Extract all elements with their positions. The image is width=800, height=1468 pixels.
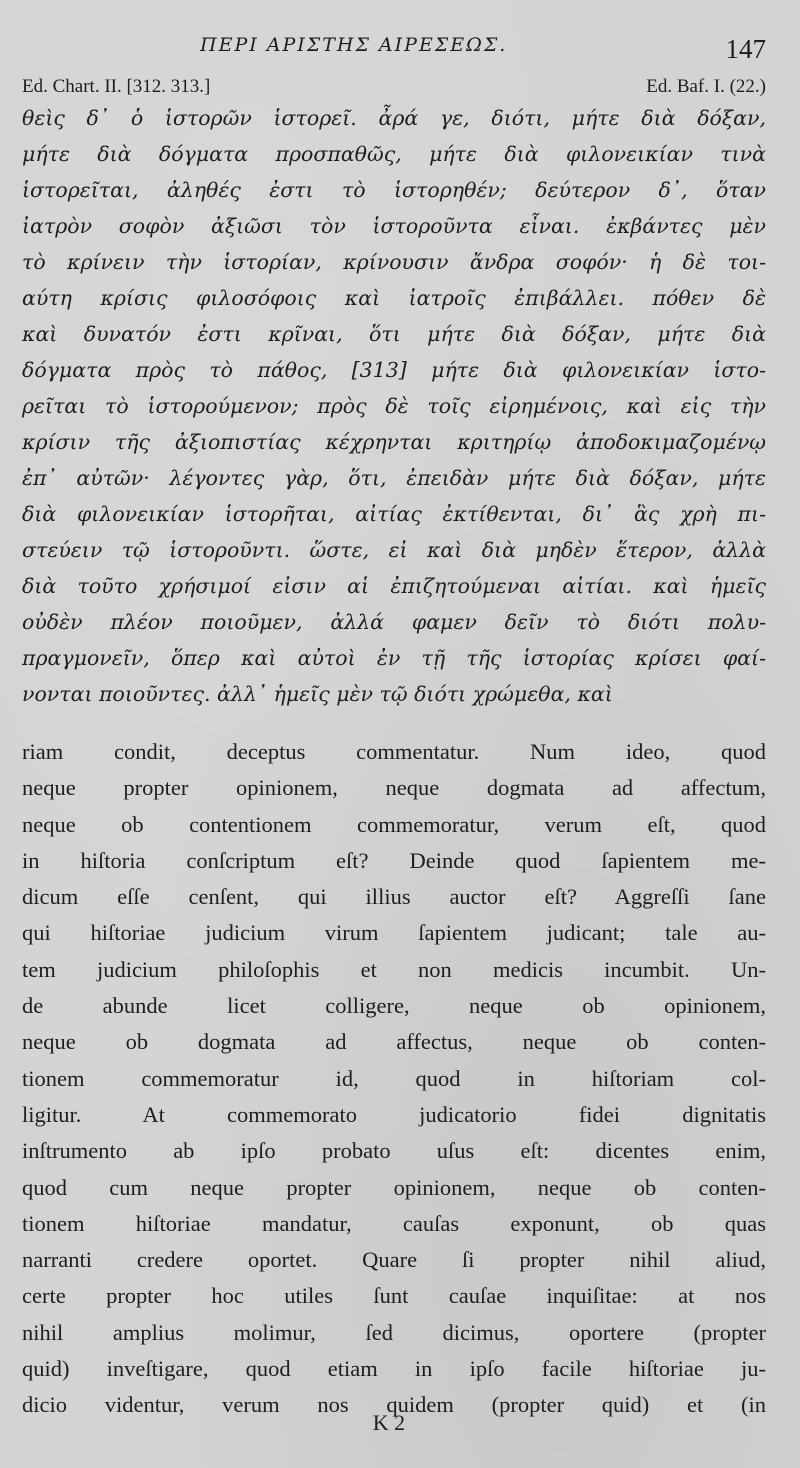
latin-text-line: neque ob contentionem commemoratur, verum eſt, quod (22, 811, 766, 837)
signature-mark (0, 1408, 800, 1438)
edition-basel-reference: Ed. Baf. I. (22.) (646, 76, 766, 97)
latin-text-line: neque ob dogmata ad affectus, neque ob conten- (22, 1029, 766, 1055)
greek-text-line: οὐδὲν πλέον ποιοῦμεν, ἀλλά φαμεν δεῖν τὸ διότι πολυ- (22, 610, 766, 634)
latin-text-line: certe propter hoc utiles ſunt cauſae inquiſitae: at nos (22, 1283, 766, 1309)
greek-text-line: διὰ φιλονεικίαν ἱστορῆται, αἰτίας ἐκτίθενται, δι᾽ ἃς χρὴ πι- (22, 502, 766, 526)
latin-text-block (22, 734, 766, 1424)
greek-text-line: μήτε διὰ δόγματα προσπαθῶς, μήτε διὰ φιλονεικίαν τινὰ (22, 142, 766, 166)
greek-text-line: δόγματα πρὸς τὸ πάθος, [313] μήτε διὰ φιλονεικίαν ἱστο- (22, 358, 766, 382)
edition-reference-line (22, 74, 766, 100)
greek-text-line: κρίσιν τῆς ἀξιοπιστίας κέχρηνται κριτηρίῳ ἀποδοκιμαζομένῳ (22, 430, 766, 454)
greek-text-line: ἱστορεῖται, ἀληθές ἐστι τὸ ἱστορηθέν; δεύτερον δ᾽, ὅταν (22, 178, 766, 202)
signature-label: K 2 (372, 1410, 406, 1435)
latin-text-line: quid) inveſtigare, quod etiam in ipſo facile hiſtoriae ju- (22, 1356, 766, 1382)
edition-chart-reference: Ed. Chart. II. [312. 313.] (22, 76, 211, 97)
latin-text-line: narranti credere oportet. Quare ſi propter nihil aliud, (22, 1247, 766, 1273)
latin-text-line: dicio videntur, verum nos quidem (propter quid) et (in (22, 1392, 766, 1418)
running-head (0, 32, 800, 62)
latin-text-line: nihil amplius molimur, ſed dicimus, oportere (propter (22, 1319, 766, 1345)
latin-text-line: inſtrumento ab ipſo probato uſus eſt: dicentes enim, (22, 1138, 766, 1164)
latin-text-line: ligitur. At commemorato judicatorio fidei dignitatis (22, 1101, 766, 1127)
greek-text-line: διὰ τοῦτο χρήσιμοί εἰσιν αἱ ἐπιζητούμεναι αἰτίαι. καὶ ἡμεῖς (22, 574, 766, 598)
greek-text-line: ἰατρὸν σοφὸν ἀξιῶσι τὸν ἱστοροῦντα εἶναι. ἐκβάντες μὲν (22, 214, 766, 238)
latin-text-line: riam condit, deceptus commentatur. Num ideo, quod (22, 739, 766, 764)
page-number: 147 (725, 34, 766, 64)
greek-text-line: καὶ δυνατόν ἐστι κρῖναι, ὅτι μήτε διὰ δόξαν, μήτε διὰ (22, 322, 766, 346)
greek-text-line: τὸ κρίνειν τὴν ἱστορίαν, κρίνουσιν ἄνδρα σοφόν· ἡ δὲ τοι- (22, 250, 766, 274)
latin-text-line: dicum eſſe cenſent, qui illius auctor eſt? Aggreſſi ſane (22, 884, 766, 910)
latin-text-line: de abunde licet colligere, neque ob opinionem, (22, 993, 766, 1019)
greek-text-line: στεύειν τῷ ἱστοροῦντι. ὥστε, εἰ καὶ διὰ μηδὲν ἕτερον, ἀλλὰ (22, 538, 766, 562)
latin-text-line: quod cum neque propter opinionem, neque ob conten- (22, 1174, 766, 1200)
greek-text-line: ρεῖται τὸ ἱστορούμενον; πρὸς δὲ τοῖς εἰρημένοις, καὶ εἰς τὴν (22, 394, 766, 418)
latin-text-line: qui hiſtoriae judicium virum ſapientem judicant; tale au- (22, 920, 766, 946)
greek-text-line: νονται ποιοῦντες. ἀλλ᾽ ἡμεῖς μὲν τῷ διότι χρώμεθα, καὶ (22, 682, 613, 706)
greek-text-line: ἐπ᾽ αὐτῶν· λέγοντες γὰρ, ὅτι, ἐπειδὰν μήτε διὰ δόξαν, μήτε (22, 466, 766, 490)
greek-text-line: πραγμονεῖν, ὅπερ καὶ αὐτοὶ ἐν τῇ τῆς ἱστορίας κρίσει φαί- (22, 646, 766, 670)
latin-text-line: neque propter opinionem, neque dogmata ad affectum, (22, 775, 766, 801)
latin-text-line: tionem hiſtoriae mandatur, cauſas exponunt, ob quas (22, 1210, 766, 1236)
latin-text-line: tem judicium philoſophis et non medicis incumbit. Un- (22, 956, 766, 982)
greek-text-line: αύτη κρίσις φιλοσόφοις καὶ ἰατροῖς ἐπιβάλλει. πόθεν δὲ (22, 286, 766, 310)
latin-text-line: tionem commemoratur id, quod in hiſtoriam col- (22, 1065, 766, 1091)
running-title: ΠΕΡΙ ΑΡΙΣΤΗΣ ΑΙΡΕΣΕΩΣ. (200, 34, 508, 56)
greek-text-block (22, 100, 766, 712)
latin-text-line: in hiſtoria conſcriptum eſt? Deinde quod ſapientem me- (22, 847, 766, 873)
greek-text-line: θεὶς δ᾽ ὁ ἱστορῶν ἱστορεῖ. ἆρά γε, διότι, μήτε διὰ δόξαν, (22, 106, 766, 130)
